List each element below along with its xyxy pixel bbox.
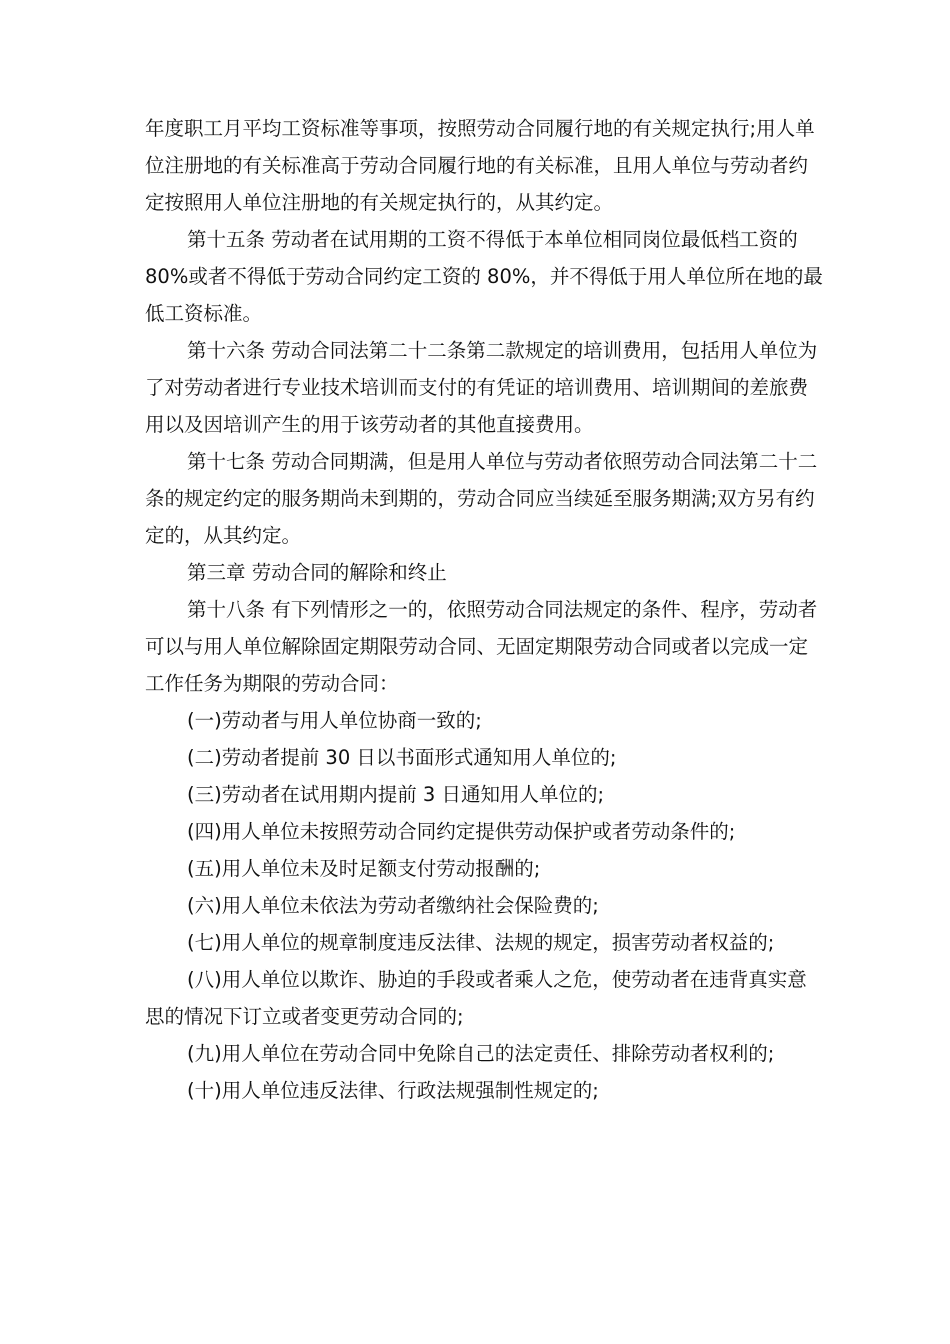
article-18: 第十八条 有下列情形之一的，依照劳动合同法规定的条件、程序，劳动者可以与用人单位解除固定期限劳动合同、无固定期限劳动合同或者以完成一定工作任务为期限的劳动合同： — [145, 598, 818, 695]
list-item-10: (十)用人单位违反法律、行政法规强制性规定的; — [187, 1079, 599, 1102]
list-item-9: (九)用人单位在劳动合同中免除自己的法定责任、排除劳动者权利的; — [187, 1042, 775, 1065]
article-15: 第十五条 劳动者在试用期的工资不得低于本单位相同岗位最低档工资的 80%或者不得低于劳动合同约定工资的 80%，并不得低于用人单位所在地的最低工资标准。 — [145, 228, 823, 325]
article-17: 第十七条 劳动合同期满，但是用人单位与劳动者依照劳动合同法第二十二条的规定约定的服务期尚未到期的，劳动合同应当续延至服务期满;双方另有约定的，从其约定。 — [145, 450, 818, 547]
list-item-8: (八)用人单位以欺诈、胁迫的手段或者乘人之危，使劳动者在违背真实意思的情况下订立或者变更劳动合同的; — [145, 968, 807, 1028]
list-item-2: (二)劳动者提前 30 日以书面形式通知用人单位的; — [187, 746, 617, 769]
article-16: 第十六条 劳动合同法第二十二条第二款规定的培训费用，包括用人单位为了对劳动者进行专业技术培训而支付的有凭证的培训费用、培训期间的差旅费用以及因培训产生的用于该劳动者的其他直接费用。 — [145, 339, 818, 436]
chapter-3-heading: 第三章 劳动合同的解除和终止 — [187, 561, 447, 584]
list-item-5: (五)用人单位未及时足额支付劳动报酬的; — [187, 857, 541, 880]
list-item-4: (四)用人单位未按照劳动合同约定提供劳动保护或者劳动条件的; — [187, 820, 736, 843]
list-item-1: (一)劳动者与用人单位协商一致的; — [187, 709, 482, 732]
paragraph-1: 年度职工月平均工资标准等事项，按照劳动合同履行地的有关规定执行;用人单位注册地的有关标准高于劳动合同履行地的有关标准，且用人单位与劳动者约定按照用人单位注册地的有关规定执行的，从其约定。 — [145, 117, 815, 214]
list-item-6: (六)用人单位未依法为劳动者缴纳社会保险费的; — [187, 894, 599, 917]
list-item-7: (七)用人单位的规章制度违反法律、法规的规定，损害劳动者权益的; — [187, 931, 775, 954]
document-body — [145, 110, 825, 1109]
list-item-3: (三)劳动者在试用期内提前 3 日通知用人单位的; — [187, 783, 605, 806]
